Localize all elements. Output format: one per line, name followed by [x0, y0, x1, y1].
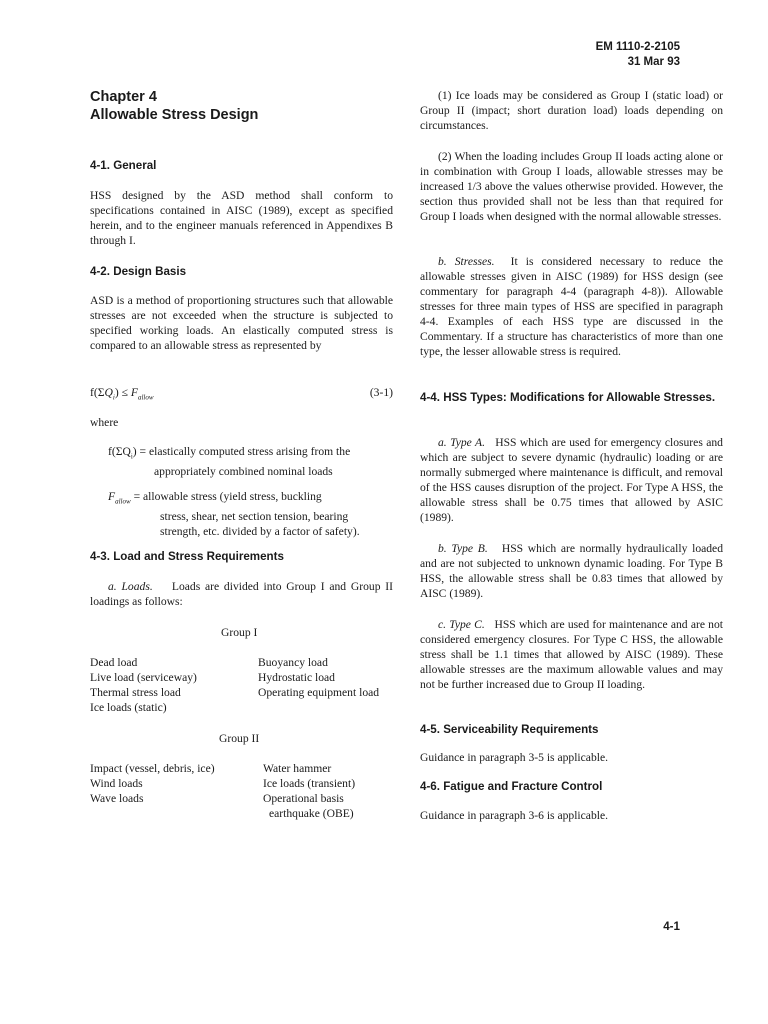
list-item: Dead load — [90, 656, 138, 669]
group-2-title: Group II — [219, 732, 260, 745]
section-4-2-text: ASD is a method of proportioning structures such that allowable stresses are not exceeded when the structure is subjected to specified working loads. An elastically computed stress is compared to an allowable stress as represented by — [90, 294, 393, 352]
type-b-paragraph: b. Type B. HSS which are normally hydraulically loaded and are not subjected to unknown dynamic loading. For Type B HSS, the allowable stress shall be 0.83 times that allowed by AISC (1989). — [420, 542, 723, 600]
list-item: Live load (serviceway) — [90, 671, 197, 684]
group-ii-paragraph: (2) When the loading includes Group II loads acting alone or in combination with Group I loads, allowable stresses may be increased 1/3 above the values otherwise provided. However, the section thus provided shall not be less than that required for Group I loads when designed with the normal allowable stresses. — [420, 150, 723, 223]
list-item: Impact (vessel, debris, ice) — [90, 762, 215, 775]
section-4-6-heading: 4-6. Fatigue and Fracture Control — [420, 780, 603, 793]
loads-paragraph: a. Loads. Loads are divided into Group I and Group II loadings as follows: — [90, 580, 394, 608]
list-item: Ice loads (static) — [90, 701, 167, 714]
equation-number: (3-1) — [369, 386, 393, 399]
definition-f-allow: $F_{allow}$ = allowable stress (yield stress, buckling stress, shear, net section tension, bearing strength, etc. divided by a factor of safety). — [108, 490, 360, 539]
list-item: Ice loads (transient) — [263, 777, 356, 790]
definition-f-sum-q: $f(\Sigma Q_i)$ = elastically computed stress arising from the appropriately combined nominal loads — [108, 445, 351, 479]
section-4-1-heading: 4-1. General — [90, 159, 157, 172]
section-4-5-text: Guidance in paragraph 3-5 is applicable. — [420, 751, 609, 764]
document-date: 31 Mar 93 — [627, 56, 680, 68]
section-4-6-text: Guidance in paragraph 3-6 is applicable. — [420, 809, 609, 822]
section-4-1-text: HSS designed by the ASD method shall conform to specifications contained in AISC (1989), except as specified herein, and to the engineer manuals referenced in Appendixes B through I. — [90, 189, 393, 247]
list-item: Wind loads — [90, 777, 143, 790]
chapter-label: Chapter 4 — [90, 89, 157, 105]
equation-lhs: $f(\Sigma Q_i) \le F_{allow}$ — [90, 386, 154, 402]
list-item: Operating equipment load — [258, 686, 380, 699]
list-item: Water hammer — [263, 762, 332, 775]
section-4-5-heading: 4-5. Serviceability Requirements — [420, 723, 599, 736]
list-item: Operational basis — [263, 792, 344, 805]
list-item: earthquake (OBE) — [269, 807, 354, 820]
ice-loads-paragraph: (1) Ice loads may be considered as Group I (static load) or Group II (impact; short duration load) loads depending on circumstances. — [420, 89, 723, 132]
section-4-2-heading: 4-2. Design Basis — [90, 265, 187, 278]
section-4-4-heading: 4-4. HSS Types: Modifications for Allowable Stresses. — [420, 391, 716, 404]
list-item: Wave loads — [90, 792, 144, 805]
list-item: Buoyancy load — [258, 656, 328, 669]
group-1-title: Group I — [221, 626, 258, 639]
list-item: Thermal stress load — [90, 686, 181, 699]
where-label: where — [90, 416, 119, 429]
list-item: Hydrostatic load — [258, 671, 335, 684]
section-4-3-heading: 4-3. Load and Stress Requirements — [90, 550, 284, 563]
running-header — [596, 40, 680, 70]
page-number: 4-1 — [663, 920, 680, 933]
type-a-paragraph: a. Type A. HSS which are used for emergency closures and which are subject to severe dynamic (hydraulic) loading or are normally submerged where maintenance is difficult, and removal of the HSS causes disruption of the project. For Type A HSS, the allowable stress shall be 0.75 times that allowed by ASIC (1989). — [420, 436, 723, 524]
equation-3-1 — [90, 385, 393, 405]
stresses-paragraph: b. Stresses. It is considered necessary to reduce the allowable stresses given in AISC (1989) for HSS design (see commentary for paragraph 4-4 (paragraph 4-8)). Allowable stresses for three main types of HSS are specified in paragraph 4-4. Examples of each HSS type are discussed in the Commentary. If a structure has characteristics of more than one type, the lesser allowable stress is required. — [420, 255, 724, 358]
type-c-paragraph: c. Type C. HSS which are used for maintenance and are not considered emergency closures. For Type C HSS, the allowable stress shall be 1.1 times that allowed by AISC (1989). These allowable stresses are the maximum allowable values and may not be further increased due to Group II loading. — [420, 618, 724, 691]
document-number: EM 1110-2-2105 — [595, 41, 680, 53]
chapter-title: Allowable Stress Design — [90, 107, 259, 123]
